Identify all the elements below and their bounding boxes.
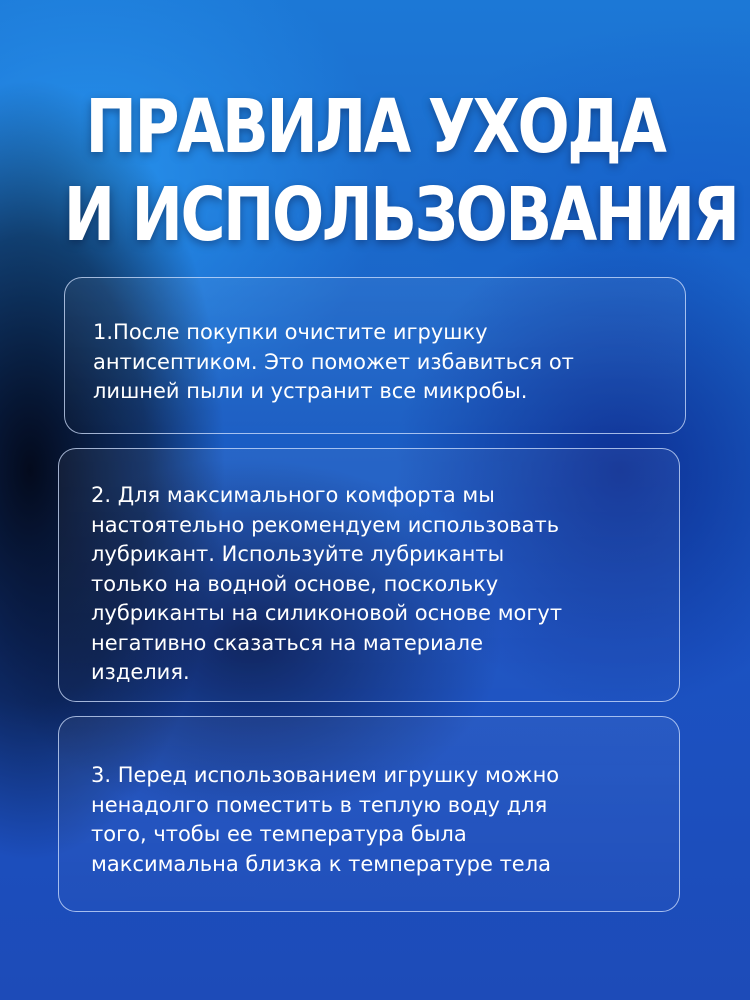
page-title: [0, 83, 750, 259]
care-rule-card-3: [58, 716, 680, 912]
care-rule-text-3: 3. Перед использованием игрушку можно ненадолго поместить в теплую воду для того, чтобы ее температура была максимальна близка к температуре тела: [91, 763, 560, 876]
title-line-2: И ИСПОЛЬЗОВАНИЯ: [63, 172, 738, 259]
care-rule-text-2: 2. Для максимального комфорта мы настоятельно рекомендуем использовать лубрикант. Используйте лубриканты только на водной основе, поскольку лубриканты на силиконовой основе могут негативно сказаться на материале изделия.: [91, 483, 563, 684]
care-rule-card-1: [64, 277, 686, 434]
care-rule-text-1: 1.После покупки очистите игрушку антисептиком. Это поможет избавиться от лишней пыли и устранит все микробы.: [93, 320, 574, 403]
title-line-1: ПРАВИЛА УХОДА: [85, 84, 665, 171]
care-rule-card-2: [58, 448, 680, 702]
